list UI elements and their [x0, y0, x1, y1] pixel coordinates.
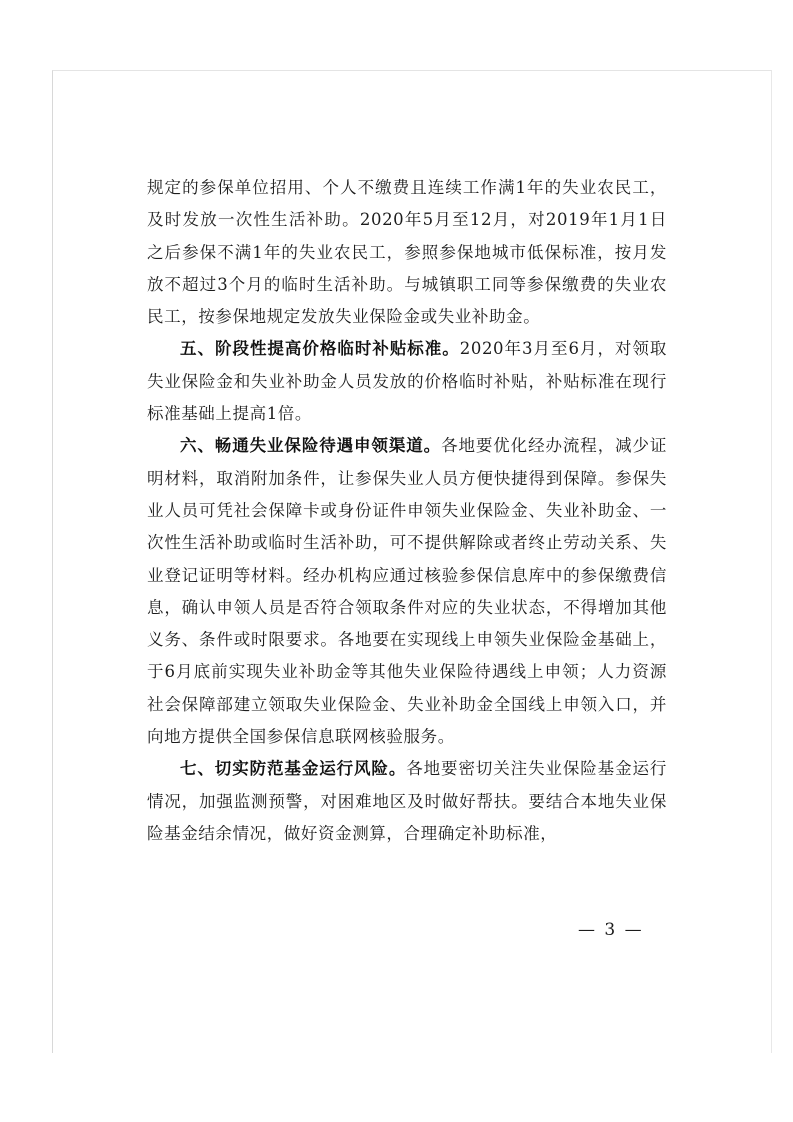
paragraph-text: 规定的参保单位招用、个人不缴费且连续工作满1年的失业农民工，及时发放一次性生活补助。2020年5月至12月，对2019年1月1日之后参保不满1年的失业农民工，参照参保地城市低保标准，按月发放不超过3个月的临时生活补助。与城镇职工同等参保缴费的失业农民工，按参保地规定发放失业保险金或失业补助金。: [147, 178, 667, 327]
paragraph-continuation: [147, 172, 667, 333]
section-heading: 七、切实防范基金运行风险。: [180, 759, 407, 779]
paragraph-text: 2020年3月至6月，对领取失业保险金和失业补助金人员发放的价格临时补贴，补贴标准在现行标准基础上提高1倍。: [147, 339, 667, 424]
body-text: [147, 172, 667, 850]
paragraph-section-7: [147, 753, 667, 850]
page-number: — 3 —: [578, 920, 644, 940]
section-heading: 六、畅通失业保险待遇申领渠道。: [180, 436, 442, 456]
paragraph-section-5: [147, 333, 667, 430]
paragraph-section-6: [147, 430, 667, 753]
paragraph-text: 各地要优化经办流程，减少证明材料，取消附加条件，让参保失业人员方便快捷得到保障。参保失业人员可凭社会保障卡或身份证件申领失业保险金、失业补助金、一次性生活补助或临时生活补助，可不提供解除或者终止劳动关系、失业登记证明等材料。经办机构应通过核验参保信息库中的参保缴费信息，确认申领人员是否符合领取条件对应的失业状态，不得增加其他义务、条件或时限要求。各地要在实现线上申领失业保险金基础上，于6月底前实现失业补助金等其他失业保险待遇线上申领；人力资源社会保障部建立领取失业保险金、失业补助金全国线上申领入口，并向地方提供全国参保信息联网核验服务。: [147, 436, 668, 747]
section-heading: 五、阶段性提高价格临时补贴标准。: [180, 339, 460, 359]
paragraph-text: 各地要密切关注失业保险基金运行情况，加强监测预警，对困难地区及时做好帮扶。要结合本地失业保险基金结余情况，做好资金测算，合理确定补助标准，: [147, 759, 667, 843]
